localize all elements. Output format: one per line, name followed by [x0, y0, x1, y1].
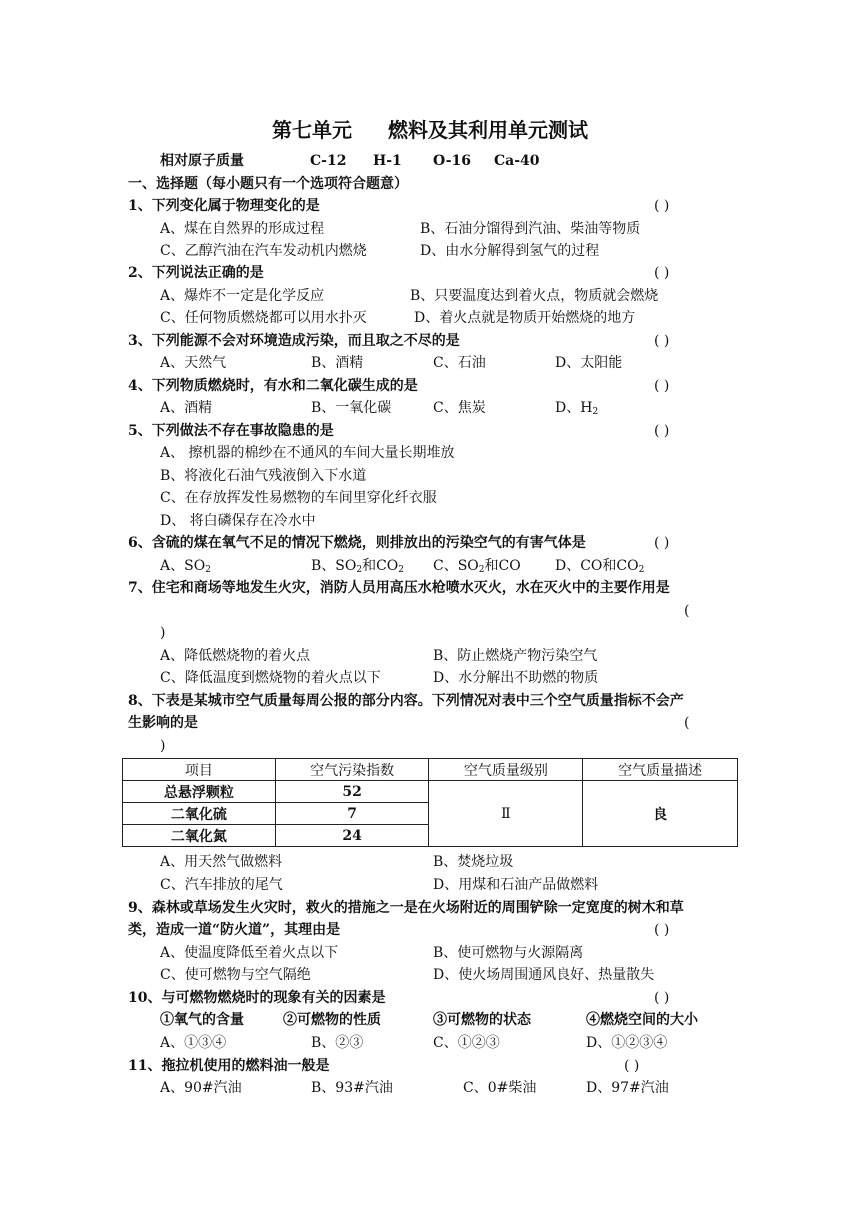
q7-option-a[interactable]: A、降低燃烧物的着火点 — [160, 648, 311, 664]
q6-answer-paren[interactable]: ( ) — [654, 535, 670, 551]
q3-option-a[interactable]: A、天然气 — [160, 355, 227, 371]
q4-option-a[interactable]: A、酒精 — [160, 400, 213, 416]
q8-answer-paren-open[interactable]: ( — [684, 715, 690, 731]
q10-factor-4: ④燃烧空间的大小 — [586, 1012, 698, 1028]
q10-option-b[interactable]: B、②③ — [311, 1035, 364, 1051]
q1-stem: 1、下列变化属于物理变化的是 — [128, 198, 320, 214]
q4-option-d-sub: 2 — [592, 407, 599, 417]
table-header-row — [123, 759, 738, 781]
q3-option-b[interactable]: B、酒精 — [311, 355, 364, 371]
atomic-mass-h: H-1 — [373, 153, 402, 169]
q1-option-c[interactable]: C、乙醇汽油在汽车发动机内燃烧 — [160, 243, 367, 259]
q1-option-a[interactable]: A、煤在自然界的形成过程 — [160, 221, 325, 237]
air-quality-table — [122, 758, 738, 847]
q6-option-d[interactable] — [555, 556, 644, 576]
q7-option-d[interactable]: D、水分解出不助燃的物质 — [433, 670, 599, 686]
atomic-mass-o: O-16 — [433, 153, 472, 169]
atomic-mass-label: 相对原子质量 — [160, 153, 244, 169]
page-title — [0, 116, 860, 144]
q6-option-a-sub: 2 — [205, 565, 211, 575]
q10-option-c[interactable]: C、①②③ — [433, 1035, 500, 1051]
q6-option-c-mid: 和CO — [484, 558, 521, 574]
q10-stem: 10、与可燃物燃烧时的现象有关的因素是 — [128, 990, 386, 1006]
q6-option-b-sub2: 2 — [398, 565, 405, 575]
table-cell-desc: 良 — [583, 781, 738, 847]
q5-option-c[interactable]: C、在存放挥发性易燃物的车间里穿化纤衣服 — [160, 490, 437, 506]
q3-option-d[interactable]: D、太阳能 — [555, 355, 623, 371]
q2-option-c[interactable]: C、任何物质燃烧都可以用水扑灭 — [160, 310, 367, 326]
q8-option-a[interactable]: A、用天然气做燃料 — [160, 854, 283, 870]
q6-option-b-sub: 2 — [356, 565, 363, 575]
q2-stem: 2、下列说法正确的是 — [128, 265, 264, 281]
q6-option-b-text: B、SO — [311, 558, 357, 574]
q6-option-c-text: C、SO — [433, 558, 479, 574]
q5-option-d[interactable]: D、 将白磷保存在冷水中 — [160, 513, 316, 529]
q11-option-c[interactable]: C、0#柴油 — [463, 1080, 537, 1096]
q8-option-d[interactable]: D、用煤和石油产品做燃料 — [433, 877, 599, 893]
q11-stem: 11、拖拉机使用的燃料油一般是 — [128, 1058, 330, 1074]
q6-stem: 6、含硫的煤在氧气不足的情况下燃烧，则排放出的污染空气的有害气体是 — [128, 535, 586, 551]
q6-option-a-text: A、SO — [160, 558, 206, 574]
q4-answer-paren[interactable]: ( ) — [654, 378, 670, 394]
atomic-mass-ca: Ca-40 — [494, 153, 540, 169]
q11-option-a[interactable]: A、90#汽油 — [160, 1080, 242, 1096]
q4-option-c[interactable]: C、焦炭 — [433, 400, 486, 416]
q3-answer-paren[interactable]: ( ) — [654, 333, 670, 349]
q4-stem: 4、下列物质燃烧时，有水和二氧化碳生成的是 — [128, 378, 418, 394]
title-subject: 燃料及其利用单元测试 — [388, 118, 588, 142]
q5-option-a[interactable]: A、 擦机器的棉纱在不通风的车间大量长期堆放 — [160, 445, 455, 461]
q7-answer-paren-close[interactable]: ) — [160, 625, 166, 641]
q9-option-d[interactable]: D、使火场周围通风良好、热量散失 — [433, 967, 655, 983]
q5-answer-paren[interactable]: ( ) — [654, 423, 670, 439]
q10-option-d[interactable]: D、①②③④ — [586, 1035, 668, 1051]
q8-stem-line2: 生影响的是 — [128, 715, 198, 731]
q2-option-b[interactable]: B、只要温度达到着火点，物质就会燃烧 — [410, 288, 659, 304]
table-row — [123, 781, 738, 803]
q10-option-a[interactable]: A、①③④ — [160, 1035, 227, 1051]
q10-factor-2: ②可燃物的性质 — [283, 1012, 381, 1028]
q6-option-c[interactable] — [433, 556, 521, 576]
q8-option-c[interactable]: C、汽车排放的尾气 — [160, 877, 283, 893]
table-header-cell: 空气质量级别 — [429, 759, 583, 781]
table-header-cell: 项目 — [123, 759, 276, 781]
q5-option-b[interactable]: B、将液化石油气残液倒入下水道 — [160, 468, 367, 484]
q4-option-d[interactable] — [555, 398, 598, 418]
q6-option-d-text: D、CO和CO — [555, 558, 639, 574]
q9-stem-line1: 9、森林或草场发生火灾时，救火的措施之一是在火场附近的周围铲除一定宽度的树木和草 — [128, 900, 684, 916]
title-unit: 第七单元 — [272, 118, 352, 142]
q11-option-d[interactable]: D、97#汽油 — [586, 1080, 669, 1096]
q6-option-b[interactable] — [311, 556, 404, 576]
q8-option-b[interactable]: B、焚烧垃圾 — [433, 854, 514, 870]
q2-option-d[interactable]: D、着火点就是物质开始燃烧的地方 — [414, 310, 636, 326]
q6-option-b-mid: 和CO — [362, 558, 399, 574]
section-heading: 一、选择题（每小题只有一个选项符合题意） — [128, 176, 408, 192]
q4-option-b[interactable]: B、一氧化碳 — [311, 400, 392, 416]
q6-option-a[interactable] — [160, 556, 211, 576]
table-cell-item: 总悬浮颗粒 — [123, 781, 276, 803]
table-header-cell: 空气污染指数 — [275, 759, 429, 781]
table-cell-index: 7 — [275, 803, 429, 825]
q9-answer-paren[interactable]: ( ) — [654, 922, 670, 938]
table-cell-index: 24 — [275, 825, 429, 847]
q1-answer-paren[interactable]: ( ) — [654, 198, 670, 214]
q9-option-b[interactable]: B、使可燃物与火源隔离 — [433, 945, 584, 961]
q5-stem: 5、下列做法不存在事故隐患的是 — [128, 423, 334, 439]
q7-option-b[interactable]: B、防止燃烧产物污染空气 — [433, 648, 598, 664]
q10-factor-1: ①氧气的含量 — [160, 1012, 244, 1028]
table-cell-item: 二氧化氮 — [123, 825, 276, 847]
q9-option-c[interactable]: C、使可燃物与空气隔绝 — [160, 967, 311, 983]
q7-answer-paren-open[interactable]: ( — [684, 603, 690, 619]
q6-option-d-sub: 2 — [638, 565, 645, 575]
table-cell-item: 二氧化硫 — [123, 803, 276, 825]
q2-option-a[interactable]: A、爆炸不一定是化学反应 — [160, 288, 325, 304]
table-cell-index: 52 — [275, 781, 429, 803]
q3-stem: 3、下列能源不会对环境造成污染，而且取之不尽的是 — [128, 333, 460, 349]
q3-option-c[interactable]: C、石油 — [433, 355, 486, 371]
q9-option-a[interactable]: A、使温度降低至着火点以下 — [160, 945, 339, 961]
q8-answer-paren-close[interactable]: ) — [160, 738, 166, 754]
q11-answer-paren[interactable]: ( ) — [624, 1058, 640, 1074]
q1-option-b[interactable]: B、石油分馏得到汽油、柴油等物质 — [420, 221, 641, 237]
q4-option-d-text: D、H — [555, 400, 593, 416]
q7-option-c[interactable]: C、降低温度到燃烧物的着火点以下 — [160, 670, 381, 686]
q10-factor-3: ③可燃物的状态 — [433, 1012, 531, 1028]
q10-answer-paren[interactable]: ( ) — [654, 990, 670, 1006]
table-cell-level: Ⅱ — [429, 781, 583, 847]
q6-option-c-sub: 2 — [478, 565, 485, 575]
atomic-mass-c: C-12 — [310, 153, 347, 169]
q11-option-b[interactable]: B、93#汽油 — [311, 1080, 393, 1096]
q2-answer-paren[interactable]: ( ) — [654, 265, 670, 281]
q1-option-d[interactable]: D、由水分解得到氢气的过程 — [420, 243, 600, 259]
q9-stem-line2: 类，造成一道“防火道”，其理由是 — [128, 922, 341, 938]
table-header-cell: 空气质量描述 — [583, 759, 738, 781]
q7-stem: 7、住宅和商场等地发生火灾，消防人员用高压水枪喷水灭火，水在灭火中的主要作用是 — [128, 580, 670, 596]
q8-stem-line1: 8、下表是某城市空气质量每周公报的部分内容。下列情况对表中三个空气质量指标不会产 — [128, 693, 684, 709]
